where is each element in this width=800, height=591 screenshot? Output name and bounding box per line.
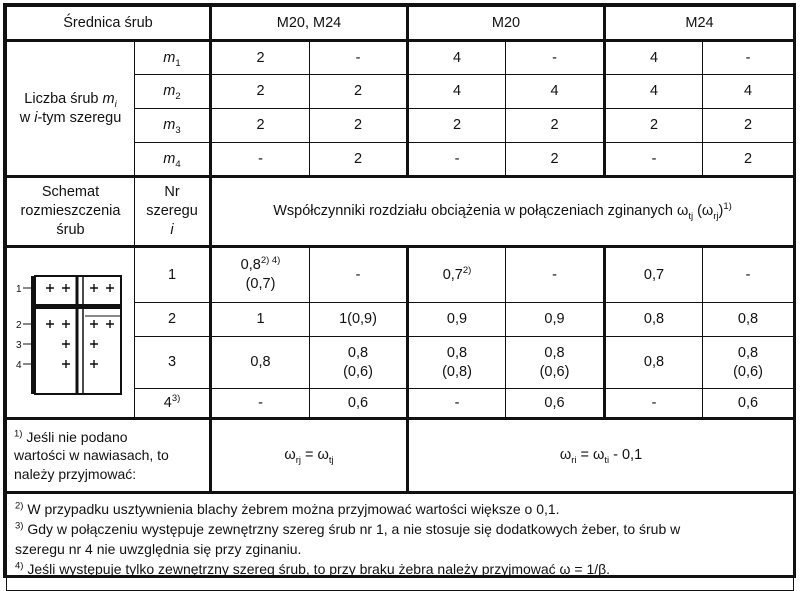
coeff-cell: 0,8 (0,6) bbox=[506, 337, 605, 389]
coeff-cell: 0,8 bbox=[605, 337, 703, 389]
coeff-cell: 0,8 (0,6) bbox=[310, 337, 408, 389]
m-symbol: $m_3$ bbox=[135, 109, 211, 143]
coeff-cell: - bbox=[506, 247, 605, 303]
count-cell: 2 bbox=[703, 109, 794, 143]
note1-row bbox=[7, 419, 794, 493]
count-cell: 4 bbox=[703, 75, 794, 109]
coeff-cell: 0,9 bbox=[408, 303, 506, 337]
bolt-layout-diagram-cell bbox=[7, 247, 135, 419]
count-cell: 4 bbox=[408, 41, 506, 75]
count-cell: 2 bbox=[506, 143, 605, 177]
count-cell: 2 bbox=[703, 143, 794, 177]
footnote-2: $^{2)}$ W przypadku usztywnienia blachy żebrem można przyjmować wartości większe o 0,1. bbox=[15, 500, 560, 517]
coeff-cell: $0,8^{2) 4)}$ (0,7) bbox=[211, 247, 310, 303]
diagram-row-label-4: 4 bbox=[15, 360, 22, 371]
coeff-cell: - bbox=[408, 389, 506, 419]
bolt-layout-diagram bbox=[15, 272, 127, 398]
coeff-cell: 0,7 bbox=[605, 247, 703, 303]
coeff-cell: - bbox=[605, 389, 703, 419]
coeff-cell: 0,6 bbox=[506, 389, 605, 419]
count-cell: 2 bbox=[408, 109, 506, 143]
bolt-coefficient-table-frame bbox=[3, 3, 796, 578]
count-cell: - bbox=[703, 41, 794, 75]
count-cell: - bbox=[211, 143, 310, 177]
note1-formula-2: $\omega_{ri} = \omega_{ti} - 0,1$ bbox=[408, 419, 794, 493]
count-cell: - bbox=[605, 143, 703, 177]
m-symbol: $m_1$ bbox=[135, 41, 211, 75]
bolt-count-row-1 bbox=[7, 41, 794, 75]
m-symbol: $m_2$ bbox=[135, 75, 211, 109]
count-cell: 2 bbox=[310, 143, 408, 177]
count-cell: 2 bbox=[605, 109, 703, 143]
header-row bbox=[7, 7, 794, 41]
coeff-cell: 0,6 bbox=[310, 389, 408, 419]
diagram-row-label-2: 2 bbox=[15, 320, 22, 331]
footnotes bbox=[7, 493, 794, 591]
count-cell: - bbox=[310, 41, 408, 75]
diagram-row-label-3: 3 bbox=[15, 340, 22, 351]
schema-header-row bbox=[7, 177, 794, 247]
count-cell: 2 bbox=[310, 75, 408, 109]
note1-formula-1: $\omega_{rj} = \omega_{tj}$ bbox=[211, 419, 408, 493]
footnote-4: $^{4)}$ Jeśli występuje tylko zewnętrzny szereg śrub, to przy braku żebra należy przyjmować ω = 1/β. bbox=[15, 559, 611, 577]
footnotes-row bbox=[7, 493, 794, 591]
coeff-cell: 0,6 bbox=[703, 389, 794, 419]
coefficient-heading: Współczynniki rozdziału obciążenia w połączeniach zginanych $\omega_{tj}$ $(\omega_{rj})^{1)}$ bbox=[211, 177, 794, 247]
count-cell: 4 bbox=[506, 75, 605, 109]
coeff-cell: 1(0,9) bbox=[310, 303, 408, 337]
coeff-cell: - bbox=[703, 247, 794, 303]
bolt-count-label: Liczba śrub $m_i$ w i-tym szeregu bbox=[7, 41, 135, 177]
m-symbol: $m_4$ bbox=[135, 143, 211, 177]
note1-text: $^{1)}$ Jeśli nie podano wartości w nawiasach, to należy przyjmować: bbox=[7, 419, 211, 493]
footnote-3: $^{3)}$ Gdy w połączeniu występuje zewnętrzny szereg śrub nr 1, a nie stosuje się dodatkowych żeber, to śrub w szeregu nr 4 nie uwzględnia się przy zginaniu. bbox=[15, 520, 681, 557]
coeff-cell: - bbox=[310, 247, 408, 303]
coeff-cell: 0,7$^{2)}$ bbox=[408, 247, 506, 303]
coeff-cell: 0,9 bbox=[506, 303, 605, 337]
row-number: 4$^{3)}$ bbox=[135, 389, 211, 419]
row-number: 2 bbox=[135, 303, 211, 337]
diagram-row-label-1: 1 bbox=[15, 284, 22, 295]
diameter-label: Średnica śrub bbox=[7, 7, 211, 41]
count-cell: 4 bbox=[605, 41, 703, 75]
row-number: 3 bbox=[135, 337, 211, 389]
row-number-label: Nr szeregu i bbox=[135, 177, 211, 247]
count-cell: 2 bbox=[211, 75, 310, 109]
coeff-cell: 1 bbox=[211, 303, 310, 337]
count-cell: - bbox=[506, 41, 605, 75]
schema-label: Schemat rozmieszczenia śrub bbox=[7, 177, 135, 247]
count-cell: 2 bbox=[506, 109, 605, 143]
group-m20: M20 bbox=[408, 7, 605, 41]
count-cell: - bbox=[408, 143, 506, 177]
coeff-cell: 0,8 bbox=[211, 337, 310, 389]
count-cell: 2 bbox=[310, 109, 408, 143]
row-number: 1 bbox=[135, 247, 211, 303]
bolt-marks bbox=[46, 284, 114, 368]
coeff-cell: 0,8 bbox=[605, 303, 703, 337]
count-cell: 4 bbox=[408, 75, 506, 109]
count-cell: 4 bbox=[605, 75, 703, 109]
bolt-coefficient-table bbox=[6, 6, 794, 591]
coeff-cell: 0,8 (0,6) bbox=[703, 337, 794, 389]
coeff-cell: 0,8 bbox=[703, 303, 794, 337]
group-m20-m24: M20, M24 bbox=[211, 7, 408, 41]
group-m24: M24 bbox=[605, 7, 794, 41]
count-cell: 2 bbox=[211, 109, 310, 143]
coeff-cell: - bbox=[211, 389, 310, 419]
count-cell: 2 bbox=[211, 41, 310, 75]
coeff-row-1 bbox=[7, 247, 794, 303]
coeff-cell: 0,8 (0,8) bbox=[408, 337, 506, 389]
